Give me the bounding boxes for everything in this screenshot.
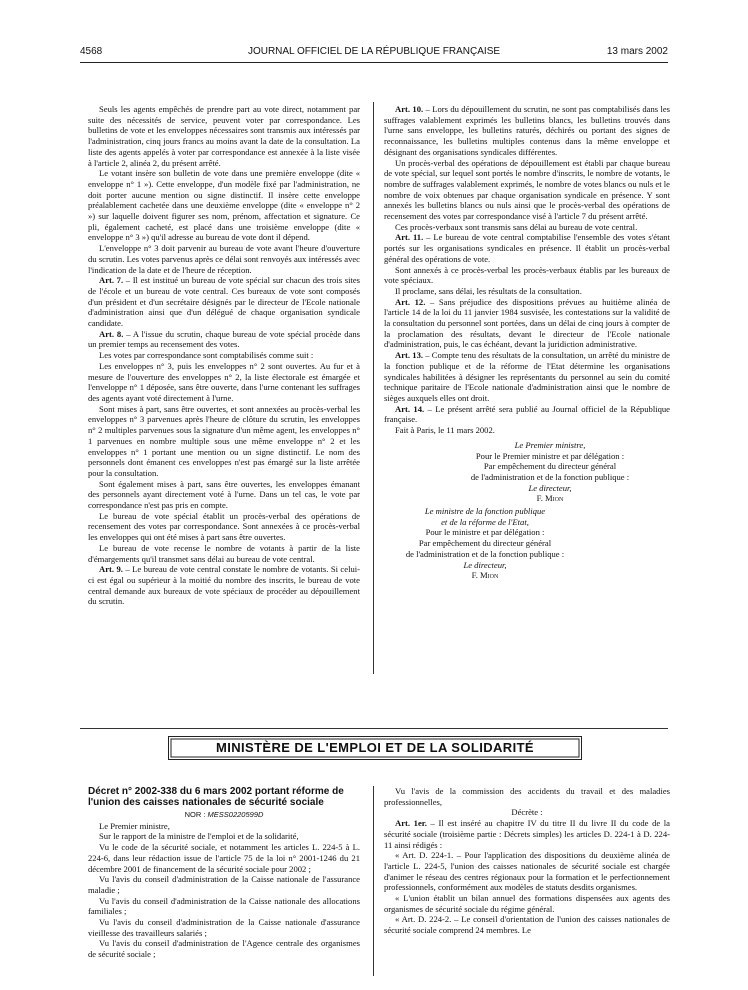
paragraph-text: Les enveloppes n° 3, puis les enveloppes n° 2 sont ouvertes. Au fur et à mesure de l'ouverture des enveloppes n° 2, la liste électorale est émargée et l'enveloppe n° 1 déposée, sans être ouverte, dans l'urne contenant les suffrages des agents ayant voté directement à l'urne. xyxy=(88,360,360,403)
signature-role: Le directeur, xyxy=(463,559,507,570)
column-divider xyxy=(373,786,374,976)
paragraph xyxy=(384,158,670,222)
paragraph xyxy=(384,404,670,425)
page-header xyxy=(80,46,668,62)
paragraph-text: Les votes par correspondance sont comptabilisés comme suit : xyxy=(99,350,314,361)
paragraph-text: Le votant insère son bulletin de vote dans une première enveloppe (dite « enveloppe n° 1 »). Cette enveloppe, d'un modèle fixé par l'administration, ne doit porter aucune mention ou signe distinctif. Il insère cette enveloppe préalablement cachetée dans une deuxième enveloppe (dite « enveloppe n° 2 ») sur laquelle doivent figurer ses nom, prénom, affectation et signature. Ce pli, également cacheté, est placé dans une troisième enveloppe (dite « enveloppe n° 3 ») qu'il adresse au bureau de vote dont il dépend. xyxy=(88,168,360,243)
paragraph xyxy=(384,893,670,914)
article-number: Art. 13. xyxy=(395,350,424,361)
paragraph-text: Vu l'avis de la commission des accidents du travail et des maladies professionnelles, xyxy=(384,786,670,807)
paragraph xyxy=(384,350,670,404)
article-number: Art. 11. xyxy=(395,232,424,243)
signature-line: de l'administration et de la fonction publique : xyxy=(405,548,565,559)
paragraph-text: Sont également mises à part, sans être ouvertes, les enveloppes émanant des personnels ayant directement voté à l'urne. Dans un tel cas, le vote par correspondance n'est pas pris en compte. xyxy=(88,478,360,511)
paragraph xyxy=(384,914,670,935)
paragraph-text: L'enveloppe n° 3 doit parvenir au bureau de vote avant l'heure d'ouverture du scrutin. Les votes parvenus après ce délai sont renvoyés aux intéressés avec l'indication de la date et de l'heure de réception. xyxy=(88,243,360,275)
issue-date: 13 mars 2002 xyxy=(606,46,668,57)
nor-reference: NOR : MESS0220599D xyxy=(184,810,264,819)
paragraph-text: – Sans préjudice des dispositions prévues au huitième alinéa de l'article 14 de la loi du 11 janvier 1984 susvisée, les contestations sur la validité de la consultation du personnel sont portées, dans un délai de cinq jours à compter de la proclamation des résultats, devant le directeur de l'Ecole nationale d'administration, puis, le cas échéant, devant la juridiction administrative. xyxy=(384,296,671,350)
paragraph xyxy=(88,511,360,543)
paragraph xyxy=(88,243,360,275)
journal-title: JOURNAL OFFICIEL DE LA RÉPUBLIQUE FRANÇAISE xyxy=(247,46,501,57)
signature-title: Le ministre de la fonction publique xyxy=(424,506,546,517)
article-number: Art. 10. xyxy=(395,104,424,114)
paragraph xyxy=(384,786,670,807)
paragraph-text: – Le bureau de vote central constate le nombre de votants. Si celui-ci est égal ou supérieur à la moitié du nombre des inscrits, le bureau de vote central demande aux bureaux de vote spéciaux de procéder au dépouillement du scrutin. xyxy=(88,564,360,607)
paragraph xyxy=(384,850,670,893)
paragraph xyxy=(384,104,670,158)
header-rule xyxy=(80,62,668,63)
paragraph: Vu le code de la sécurité sociale, et notamment les articles L. 224-5 à L. 224-6, dans leur rédaction issue de l'article 75 de la loi n° 2001-1246 du 21 décembre 2001 de financement de la sécurité sociale pour 2002 ; xyxy=(88,842,360,874)
paragraph: Le Premier ministre, xyxy=(99,820,170,831)
signature-name: F. Mion xyxy=(471,570,499,581)
paragraph xyxy=(384,265,670,286)
paragraph xyxy=(88,350,360,361)
signature-block xyxy=(384,440,670,581)
paragraph-text: – Compte tenu des résultats de la consultation, un arrêté du ministre de la fonction publique et de la réforme de l'Etat détermine les organisations syndicales habilitées à désigner les représentants du personnel au sein du comité technique paritaire de l'Ecole nationale d'administration ainsi que le nombre de sièges auxquels elles ont droit. xyxy=(384,350,670,403)
article-number: Art. 8. xyxy=(99,328,124,339)
paragraph-text: – Il est inséré au chapitre IV du titre II du livre II du code de la sécurité sociale (troisième partie : Décrets simples) les articles D. 224-1 à D. 224-11 ainsi rédigés : xyxy=(384,818,671,850)
page-number: 4568 xyxy=(80,46,103,57)
article-number: Art. 9. xyxy=(99,564,123,575)
paragraph-text: – Lors du dépouillement du scrutin, ne sont pas comptabilisés dans les suffrages valablement exprimés les bulletins blancs, les bulletins trouvés dans l'urne sans enveloppe, les bulletins raturés, déchirés ou portant des signes de reconnaissance, les bulletins multiples contenus dans la même enveloppe et désignant des organisations syndicales différentes. xyxy=(384,104,671,157)
decree-title: Décret n° 2002-338 du 6 mars 2002 portant réforme de l'union des caisses nationales de sécurité sociale xyxy=(88,786,344,808)
paragraph-text: « L'union établit un bilan annuel des formations dispensées aux agents des organismes de sécurité sociale du régime général. xyxy=(384,893,670,914)
paragraph: Vu l'avis du conseil d'administration de la Caisse nationale de l'assurance maladie ; xyxy=(88,874,360,895)
signature-line: Par empêchement du directeur général xyxy=(483,461,617,472)
paragraph-text: Ces procès-verbaux sont transmis sans délai au bureau de vote central. xyxy=(395,221,638,232)
paragraph-text: – Le bureau de vote central comptabilise l'ensemble des votes s'étant portés sur les organisations syndicales en présence. Il établit un procès-verbal général des opérations de vote. xyxy=(384,232,670,264)
paragraph-text: Un procès-verbal des opérations de dépouillement est établi par chaque bureau de vote spécial, sur lequel sont portés le nombre d'inscrits, le nombre de votants, le nombre de suffrages valablement exprimés, le nombre de votes blancs ou nuls et le nombre de voix obtenues par chaque organisation syndicale en présence. Y sont annexés les bulletins blancs ou nuls ainsi que le procès-verbal des opérations de recensement des votes par correspondance visé à l'article 7 du présent arrêté. xyxy=(384,157,670,222)
paragraph xyxy=(88,104,360,168)
paragraph: Sur le rapport de la ministre de l'emploi et de la solidarité, xyxy=(99,831,299,842)
paragraph: Vu l'avis du conseil d'administration de la Caisse nationale d'assurance vieillesse des travailleurs salariés ; xyxy=(88,917,360,938)
paragraph-text: – Le présent arrêté sera publié au Journal officiel de la République française. xyxy=(384,403,670,425)
signature-line: Pour le Premier ministre et par délégation : xyxy=(475,450,625,461)
paragraph-text: Sont annexés à ce procès-verbal les procès-verbaux établis par les bureaux de vote spéciaux. xyxy=(384,264,670,286)
column-left xyxy=(88,104,360,607)
paragraph xyxy=(88,329,360,350)
decree-column-right xyxy=(384,786,670,936)
paragraph-text: « Art. D. 224-2. – Le conseil d'orientation de l'union des caisses nationales de sécurité sociale comprend 24 membres. Le xyxy=(384,914,670,936)
signature-title: et de la réforme de l'Etat, xyxy=(441,516,529,527)
paragraph-text: « Art. D. 224-1. – Pour l'application des dispositions du deuxième alinéa de l'article L. 224-5, l'union des caisses nationales de sécurité sociale est chargée d'animer le réseau des centres régionaux pour la formation et le perfectionnement professionnels, conformément aux modèles de statuts desdits organismes. xyxy=(384,850,670,893)
paragraph xyxy=(88,564,360,607)
signature-line: de l'administration et de la fonction publique : xyxy=(470,471,630,482)
paragraph: Vu l'avis du conseil d'administration de la Caisse nationale des allocations familiales ; xyxy=(88,895,360,917)
paragraph-text: – A l'issue du scrutin, chaque bureau de vote spécial procède dans un premier temps au recensement des votes. xyxy=(88,328,360,350)
paragraph-text: Décrète : xyxy=(511,807,543,818)
paragraph xyxy=(384,818,670,850)
paragraph-text: Le bureau de vote recense le nombre de votants à partir de la liste d'émargements qu'il transmet sans délai au bureau de vote central. xyxy=(88,542,360,564)
signature-name: F. Mion xyxy=(536,493,564,504)
paragraph-text: Il proclame, sans délai, les résultats de la consultation. xyxy=(395,285,582,296)
paragraph xyxy=(88,168,360,243)
paragraph xyxy=(384,425,670,436)
article-number: Art. 7. xyxy=(99,275,124,286)
article-number: Art. 1er. xyxy=(395,818,427,829)
paragraph xyxy=(384,232,670,264)
ministry-banner: MINISTÈRE DE L'EMPLOI ET DE LA SOLIDARITÉ xyxy=(168,736,582,760)
signature-line: Par empêchement du directeur général xyxy=(418,538,552,549)
paragraph-text: – Il est institué un bureau de vote spécial sur chacun des trois sites de l'école et un bureau de vote central. Ces bureaux de vote sont composés d'un président et d'un secrétaire désignés par le directeur de l'Ecole nationale d'administration ainsi que d'un délégué de chaque organisation syndicale candidate. xyxy=(88,275,360,329)
paragraph xyxy=(88,404,360,479)
article-number: Art. 12. xyxy=(395,296,426,307)
paragraph-text: Seuls les agents empêchés de prendre part au vote direct, notamment par suite des nécessités de service, peuvent voter par correspondance. Les bulletins de vote et les enveloppes nécessaires sont transmis aux intéressés par l'administration, cinq jours francs au moins avant la date de la consultation. La liste des agents appelés à voter par correspondance est annexée à la liste visée à l'article 2, alinéa 2, du présent arrêté. xyxy=(88,104,360,168)
signature-role: Le directeur, xyxy=(528,482,572,493)
paragraph xyxy=(384,807,670,818)
paragraph xyxy=(384,286,670,297)
paragraph-text: Sont mises à part, sans être ouvertes, et sont annexées au procès-verbal les enveloppes n° 3 parvenues après l'heure de clôture du scrutin, les enveloppes n° 2 multiples parvenues sous la signature d'un même agent, les enveloppes n° 1 parvenues en nombre multiple sous une même enveloppe n° 2 et les enveloppes n° 1 portant une mention ou un signe distinctif. Le nom des personnels dont émanent ces enveloppes n'est pas émargé sur la liste arrêtée pour la consultation. xyxy=(88,403,360,478)
paragraph xyxy=(88,479,360,511)
paragraph: Vu l'avis du conseil d'administration de l'Agence centrale des organismes de sécurité sociale ; xyxy=(88,938,360,960)
paragraph-text: Fait à Paris, le 11 mars 2002. xyxy=(395,425,495,436)
article-number: Art. 14. xyxy=(395,403,425,414)
section-rule xyxy=(80,728,668,729)
paragraph xyxy=(88,543,360,564)
column-right xyxy=(384,104,670,581)
signature-title: Le Premier ministre, xyxy=(514,439,586,450)
paragraph xyxy=(384,297,670,351)
paragraph-text: Le bureau de vote spécial établit un procès-verbal des opérations de recensement des votes par correspondance. Sont annexées à ce procès-verbal les enveloppes qui ont été mises à part sans être ouvertes. xyxy=(88,510,360,543)
paragraph xyxy=(384,222,670,233)
decree-column-left xyxy=(88,786,360,960)
paragraph xyxy=(88,275,360,329)
paragraph xyxy=(88,361,360,404)
column-divider xyxy=(373,102,374,674)
signature-line: Pour le ministre et par délégation : xyxy=(425,527,545,538)
